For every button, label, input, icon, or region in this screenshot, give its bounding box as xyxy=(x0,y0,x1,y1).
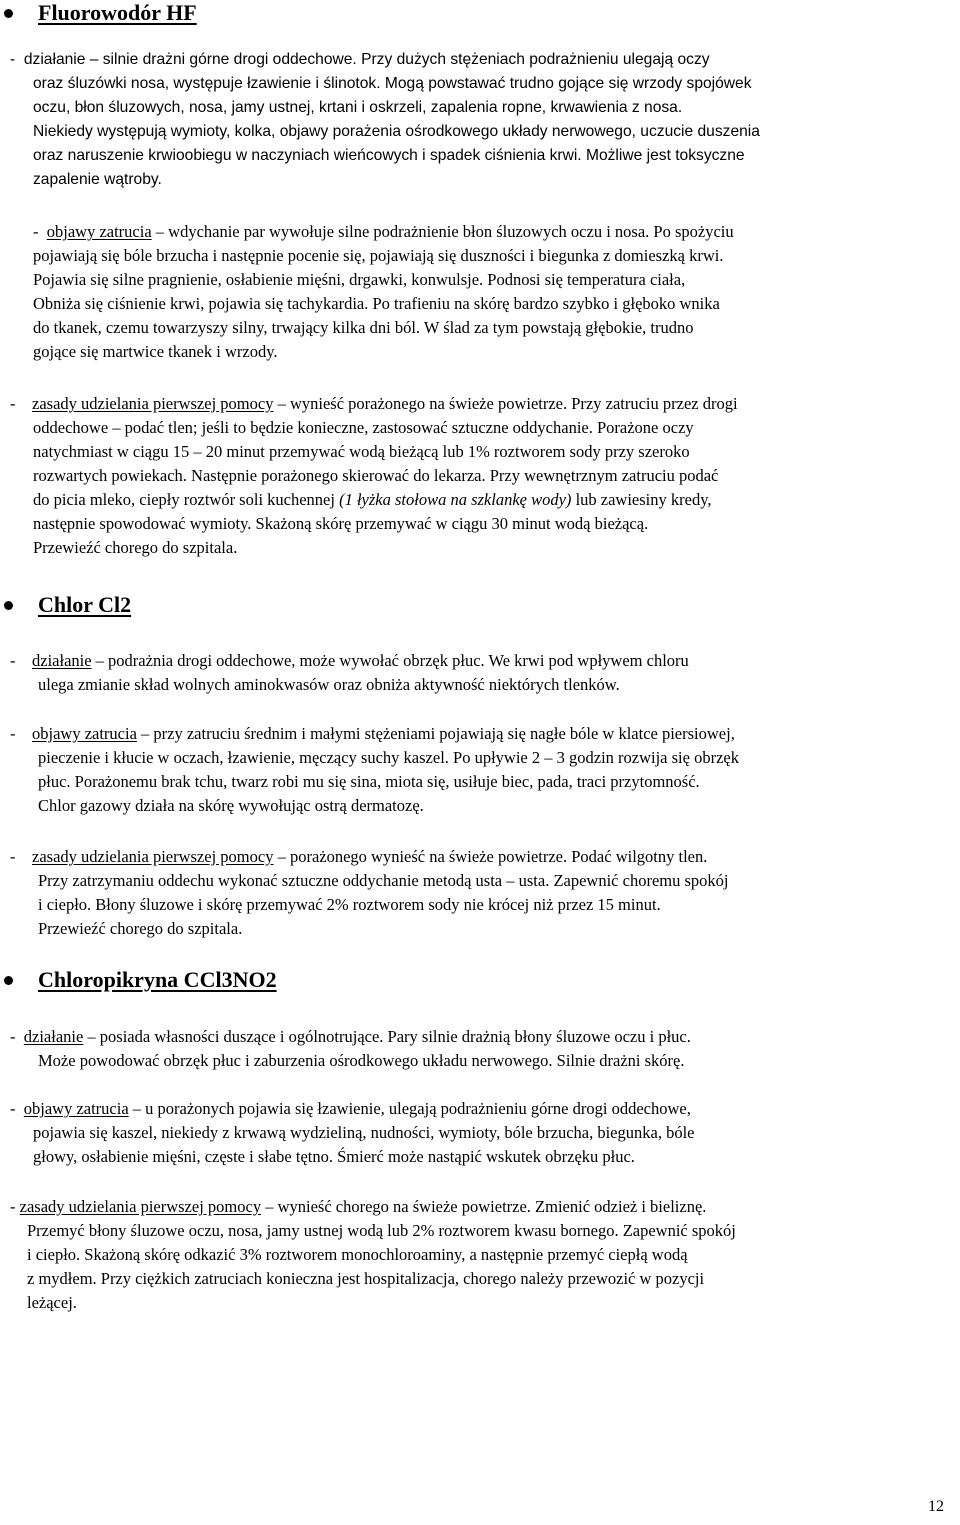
italic-text-run: (1 łyżka stołowa na szklankę wody) xyxy=(339,490,572,509)
paragraph-line: pojawiają się bóle brzucha i następnie pocenie się, pojawiają się duszności i biegunka z domieszką krwi. xyxy=(33,246,724,265)
paragraph-line: do tkanek, czemu towarzyszy silny, trwający kilka dni ból. W ślad za tym powstają głębokie, trudno xyxy=(33,318,694,337)
paragraph-line: – podrażnia drogi oddechowe, może wywołać obrzęk płuc. We krwi pod wpływem chloru xyxy=(91,651,689,670)
paragraph-line: – u porażonych pojawia się łzawienie, ulegają podrażnieniu górne drogi oddechowe, xyxy=(128,1099,691,1118)
paragraph-line xyxy=(33,488,718,512)
paragraph-line: – przy zatruciu średnim i małymi stężeniami pojawiają się nagłe bóle w klatce piersiowej, xyxy=(136,724,735,743)
section-title: Chloropikryna CCl3NO2 xyxy=(38,967,277,992)
paragraph-line: Przemyć błony śluzowe oczu, nosa, jamy ustnej wodą lub 2% roztworem kwasu bornego. Zapewnić spokój xyxy=(27,1221,736,1240)
paragraph-line: Przewieźć chorego do szpitala. xyxy=(33,538,238,557)
dash: - xyxy=(10,1027,16,1046)
paragraph-line: natychmiast w ciągu 15 – 20 minut przemywać wodą bieżącą lub 1% roztworem sody przy szeroko xyxy=(33,442,690,461)
paragraph-line: zapalenie wątroby. xyxy=(33,171,162,188)
paragraph-line: i ciepło. Błony śluzowe i skórę przemywać 2% roztworem sody nie krócej niż przez 15 minut. xyxy=(38,895,661,914)
dash: - xyxy=(10,1197,16,1216)
cp-objawy-paragraph xyxy=(33,1121,694,1169)
hf-dzialanie-paragraph xyxy=(10,48,710,72)
pomoc-label: zasady udzielania pierwszej pomocy xyxy=(19,1197,262,1216)
paragraph-line: Niekiedy występują wymioty, kolka, objawy porażenia ośrodkowego układy nerwowego, uczucie duszenia xyxy=(33,123,760,140)
cp-dzialanie-continuation xyxy=(38,1049,685,1073)
dash: - xyxy=(10,847,16,866)
page-number: 12 xyxy=(928,1498,944,1515)
paragraph-line: rozwartych powiekach. Następnie porażonego skierować do lekarza. Przy wewnętrznym zatruciu podać xyxy=(33,466,719,485)
paragraph-line: głowy, osłabienie mięśni, częste i słabe tętno. Śmierć może nastąpić wskutek obrzęku płuc. xyxy=(33,1147,635,1166)
text-run: do picia mleko, ciepły roztwór soli kuchennej xyxy=(33,490,340,509)
cp-objawy-first-line xyxy=(10,1097,691,1121)
chlor-dzialanie-first-line xyxy=(10,649,689,673)
cp-pomoc-paragraph xyxy=(27,1219,736,1315)
chlor-dzialanie-continuation xyxy=(38,673,620,697)
paragraph-line: oraz naruszenie krwioobiegu w naczyniach wieńcowych i spadek ciśnienia krwi. Możliwe jest toksyczne xyxy=(33,147,745,164)
section-heading-hf xyxy=(0,0,197,26)
dash: - xyxy=(10,724,16,743)
bullet-icon xyxy=(4,601,13,610)
paragraph-line: następnie spowodować wymioty. Skażoną skórę przemywać w ciągu 30 minut wodą bieżącą. xyxy=(33,514,649,533)
paragraph-line: Może powodować obrzęk płuc i zaburzenia ośrodkowego układu nerwowego. Silnie drażni skórę. xyxy=(38,1051,685,1070)
paragraph-line: Obniża się ciśnienie krwi, pojawia się tachykardia. Po trafieniu na skórę bardzo szybko i głęboko wnika xyxy=(33,294,720,313)
section-heading-chloropikryna xyxy=(0,967,277,993)
paragraph-line: – wynieść porażonego na świeże powietrze. Przy zatruciu przez drogi xyxy=(273,394,738,413)
paragraph-line: Przewieźć chorego do szpitala. xyxy=(38,919,243,938)
paragraph-line: działanie – silnie drażni górne drogi oddechowe. Przy dużych stężeniach podrażnieniu ulegają oczy xyxy=(23,51,710,68)
text-run: lub zawiesiny kredy, xyxy=(571,490,712,509)
hf-pomoc-paragraph xyxy=(33,416,718,560)
section-heading-chlor xyxy=(0,592,131,618)
paragraph-line: Chlor gazowy działa na skórę wywołując ostrą dermatozę. xyxy=(38,796,424,815)
dash: - xyxy=(10,51,16,68)
paragraph-line: – wynieść chorego na świeże powietrze. Zmienić odzież i bieliznę. xyxy=(261,1197,707,1216)
dzialanie-label: działanie xyxy=(32,651,92,670)
cp-dzialanie-first-line xyxy=(10,1025,691,1049)
paragraph-line: płuc. Porażonemu brak tchu, twarz robi mu się sina, miota się, usiłuje biec, pada, traci przytomność. xyxy=(38,772,700,791)
paragraph-line: i ciepło. Skażoną skórę odkazić 3% roztworem monochloroaminy, a następnie przemyć ciepłą wodą xyxy=(27,1245,688,1264)
paragraph-line: Przy zatrzymaniu oddechu wykonać sztuczne oddychanie metodą usta – usta. Zapewnić choremu spokój xyxy=(38,871,729,890)
paragraph-line: – porażonego wynieść na świeże powietrze. Podać wilgotny tlen. xyxy=(273,847,708,866)
paragraph-line: leżącej. xyxy=(27,1293,77,1312)
hf-objawy-paragraph xyxy=(33,220,734,364)
dash: - xyxy=(10,1099,16,1118)
hf-pomoc-first-line xyxy=(10,392,738,416)
pomoc-label: zasady udzielania pierwszej pomocy xyxy=(32,394,274,413)
paragraph-line: oczu, błon śluzowych, nosa, jamy ustnej, krtani i oskrzeli, zapalenia ropne, krwawienia z nosa. xyxy=(33,99,683,116)
chlor-pomoc-paragraph xyxy=(38,869,728,941)
objawy-label: objawy zatrucia xyxy=(32,724,137,743)
objawy-label: objawy zatrucia xyxy=(23,1099,129,1118)
cp-pomoc-first-line xyxy=(10,1195,706,1219)
chlor-objawy-paragraph xyxy=(38,746,739,818)
dash: - xyxy=(10,394,16,413)
paragraph-line: Pojawia się silne pragnienie, osłabienie mięśni, drgawki, konwulsje. Podnosi się temperatura ciała, xyxy=(33,270,686,289)
paragraph-line: z mydłem. Przy ciężkich zatruciach konieczna jest hospitalizacja, chorego należy przewozić w pozycji xyxy=(27,1269,705,1288)
chlor-pomoc-first-line xyxy=(10,845,707,869)
objawy-label: objawy zatrucia xyxy=(46,222,152,241)
dash: - xyxy=(33,222,39,241)
paragraph-line: oraz śluzówki nosa, występuje łzawienie i ślinotok. Mogą powstawać trudno gojące się wrzody spojówek xyxy=(33,75,752,92)
section-title: Fluorowodór HF xyxy=(38,0,197,25)
paragraph-line: – wdychanie par wywołuje silne podrażnienie błon śluzowych oczu i nosa. Po spożyciu xyxy=(151,222,734,241)
hf-dzialanie-continuation xyxy=(33,72,760,192)
bullet-icon xyxy=(4,9,13,18)
dzialanie-label: działanie xyxy=(23,1027,84,1046)
section-title: Chlor Cl2 xyxy=(38,592,132,617)
paragraph-line: – posiada własności duszące i ogólnotrujące. Pary silnie drażnią błony śluzowe oczu i płuc. xyxy=(83,1027,691,1046)
paragraph-line: ulega zmianie skład wolnych aminokwasów oraz obniża aktywność niektórych tlenków. xyxy=(38,675,620,694)
paragraph-line: pojawia się kaszel, niekiedy z krwawą wydzieliną, nudności, wymioty, bóle brzucha, biegunka, bóle xyxy=(33,1123,695,1142)
paragraph-line: oddechowe – podać tlen; jeśli to będzie konieczne, zastosować sztuczne oddychanie. Porażone oczy xyxy=(33,418,694,437)
pomoc-label: zasady udzielania pierwszej pomocy xyxy=(32,847,274,866)
paragraph-line: gojące się martwice tkanek i wrzody. xyxy=(33,342,278,361)
bullet-icon xyxy=(4,976,13,985)
chlor-objawy-first-line xyxy=(10,722,735,746)
dash: - xyxy=(10,651,16,670)
paragraph-line: pieczenie i kłucie w oczach, łzawienie, męczący suchy kaszel. Po upływie 2 – 3 godzin rozwija się obrzęk xyxy=(38,748,739,767)
